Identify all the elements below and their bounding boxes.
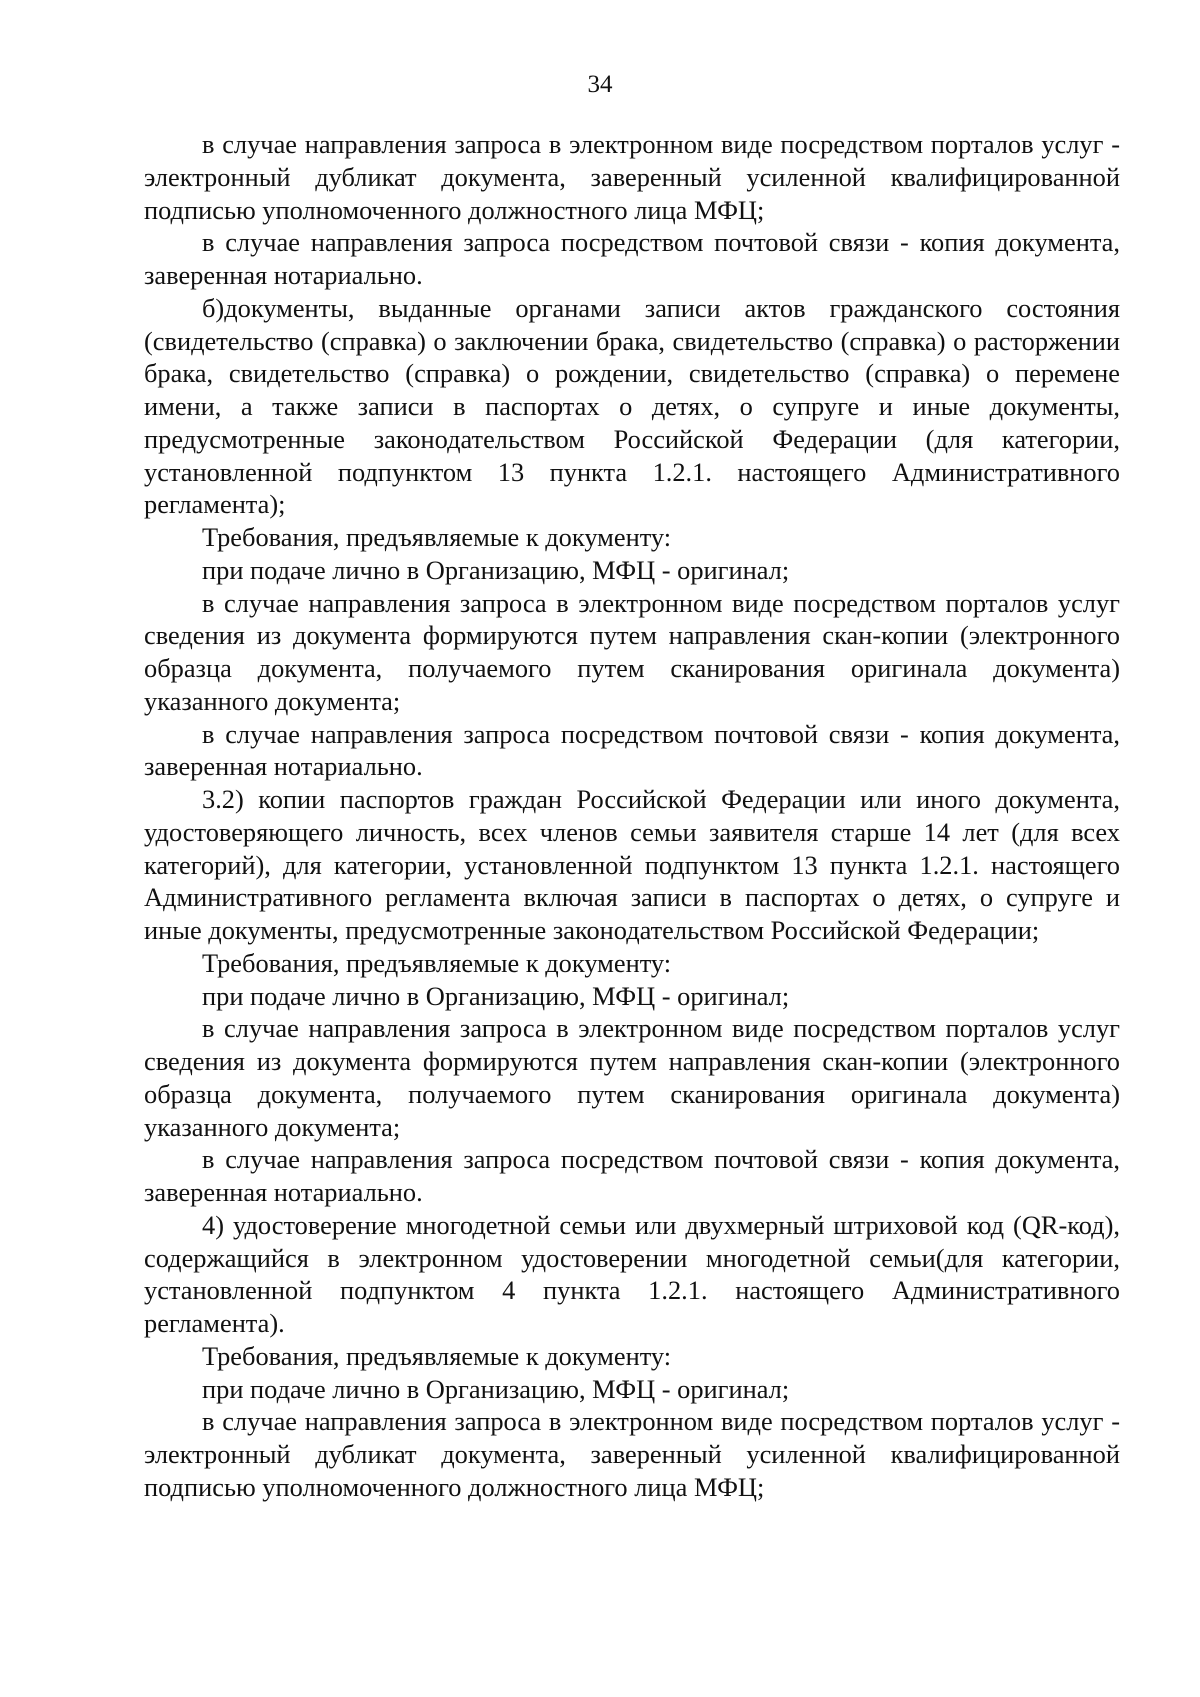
paragraph: в случае направления запроса в электронном виде посредством порталов услуг - электронный дубликат документа, заверенный усиленной квалифицированной подписью уполномоченного должностного лица МФЦ; bbox=[144, 1406, 1120, 1502]
paragraph: 3.2) копии паспортов граждан Российской Федерации или иного документа, удостоверяющего личность, всех членов семьи заявителя старше 14 лет (для всех категорий), для категории, установленной подпунктом 13 пункта 1.2.1. настоящего Административного регламента включая записи в паспортах о детях, о супруге и иные документы, предусмотренные законодательством Российской Федерации; bbox=[144, 784, 1120, 945]
paragraph: в случае направления запроса в электронном виде посредством порталов услуг - электронный дубликат документа, заверенный усиленной квалифицированной подписью уполномоченного должностного лица МФЦ; bbox=[144, 129, 1120, 225]
paragraph: Требования, предъявляемые к документу: bbox=[202, 522, 672, 552]
paragraph: Требования, предъявляемые к документу: bbox=[202, 947, 672, 978]
paragraph: при подаче лично в Организацию, МФЦ - оригинал; bbox=[202, 980, 790, 1011]
paragraph: при подаче лично в Организацию, МФЦ - оригинал; bbox=[202, 554, 790, 585]
paragraph: Требования, предъявляемые к документу: bbox=[202, 1340, 672, 1371]
paragraph: в случае направления запроса в электронном виде посредством порталов услуг сведения из документа формируются путем направления скан-копии (электронного образца документа, получаемого путем сканирования оригинала документа) указанного документа; bbox=[144, 587, 1120, 716]
paragraph: в случае направления запроса посредством почтовой связи - копия документа, заверенная нотариально. bbox=[144, 227, 1120, 290]
paragraph: в случае направления запроса в электронном виде посредством порталов услуг сведения из документа формируются путем направления скан-копии (электронного образца документа, получаемого путем сканирования оригинала документа) указанного документа; bbox=[144, 1013, 1120, 1142]
paragraph: 4) удостоверение многодетной семьи или двухмерный штриховой код (QR-код), содержащийся в электронном удостоверении многодетной семьи(для категории, установленной подпунктом 4 пункта 1.2.1. настоящего Административного регламента). bbox=[144, 1209, 1120, 1338]
paragraph: при подаче лично в Организацию, МФЦ - оригинал; bbox=[202, 1373, 790, 1404]
page-number: 34 bbox=[587, 71, 613, 98]
paragraph: в случае направления запроса посредством почтовой связи - копия документа, заверенная нотариально. bbox=[144, 1144, 1120, 1207]
paragraph: б)документы, выданные органами записи актов гражданского состояния (свидетельство (справка) о заключении брака, свидетельство (справка) о расторжении брака, свидетельство (справка) о рождении, свидетельство (справка) о перемене имени, а также записи в паспортах о детях, о супруге и иные документы, предусмотренные законодательством Российской Федерации (для категории, установленной подпунктом 13 пункта 1.2.1. настоящего Административного регламента); bbox=[144, 292, 1120, 520]
paragraph: в случае направления запроса посредством почтовой связи - копия документа, заверенная нотариально. bbox=[144, 718, 1120, 782]
document-body bbox=[144, 128, 1120, 1504]
